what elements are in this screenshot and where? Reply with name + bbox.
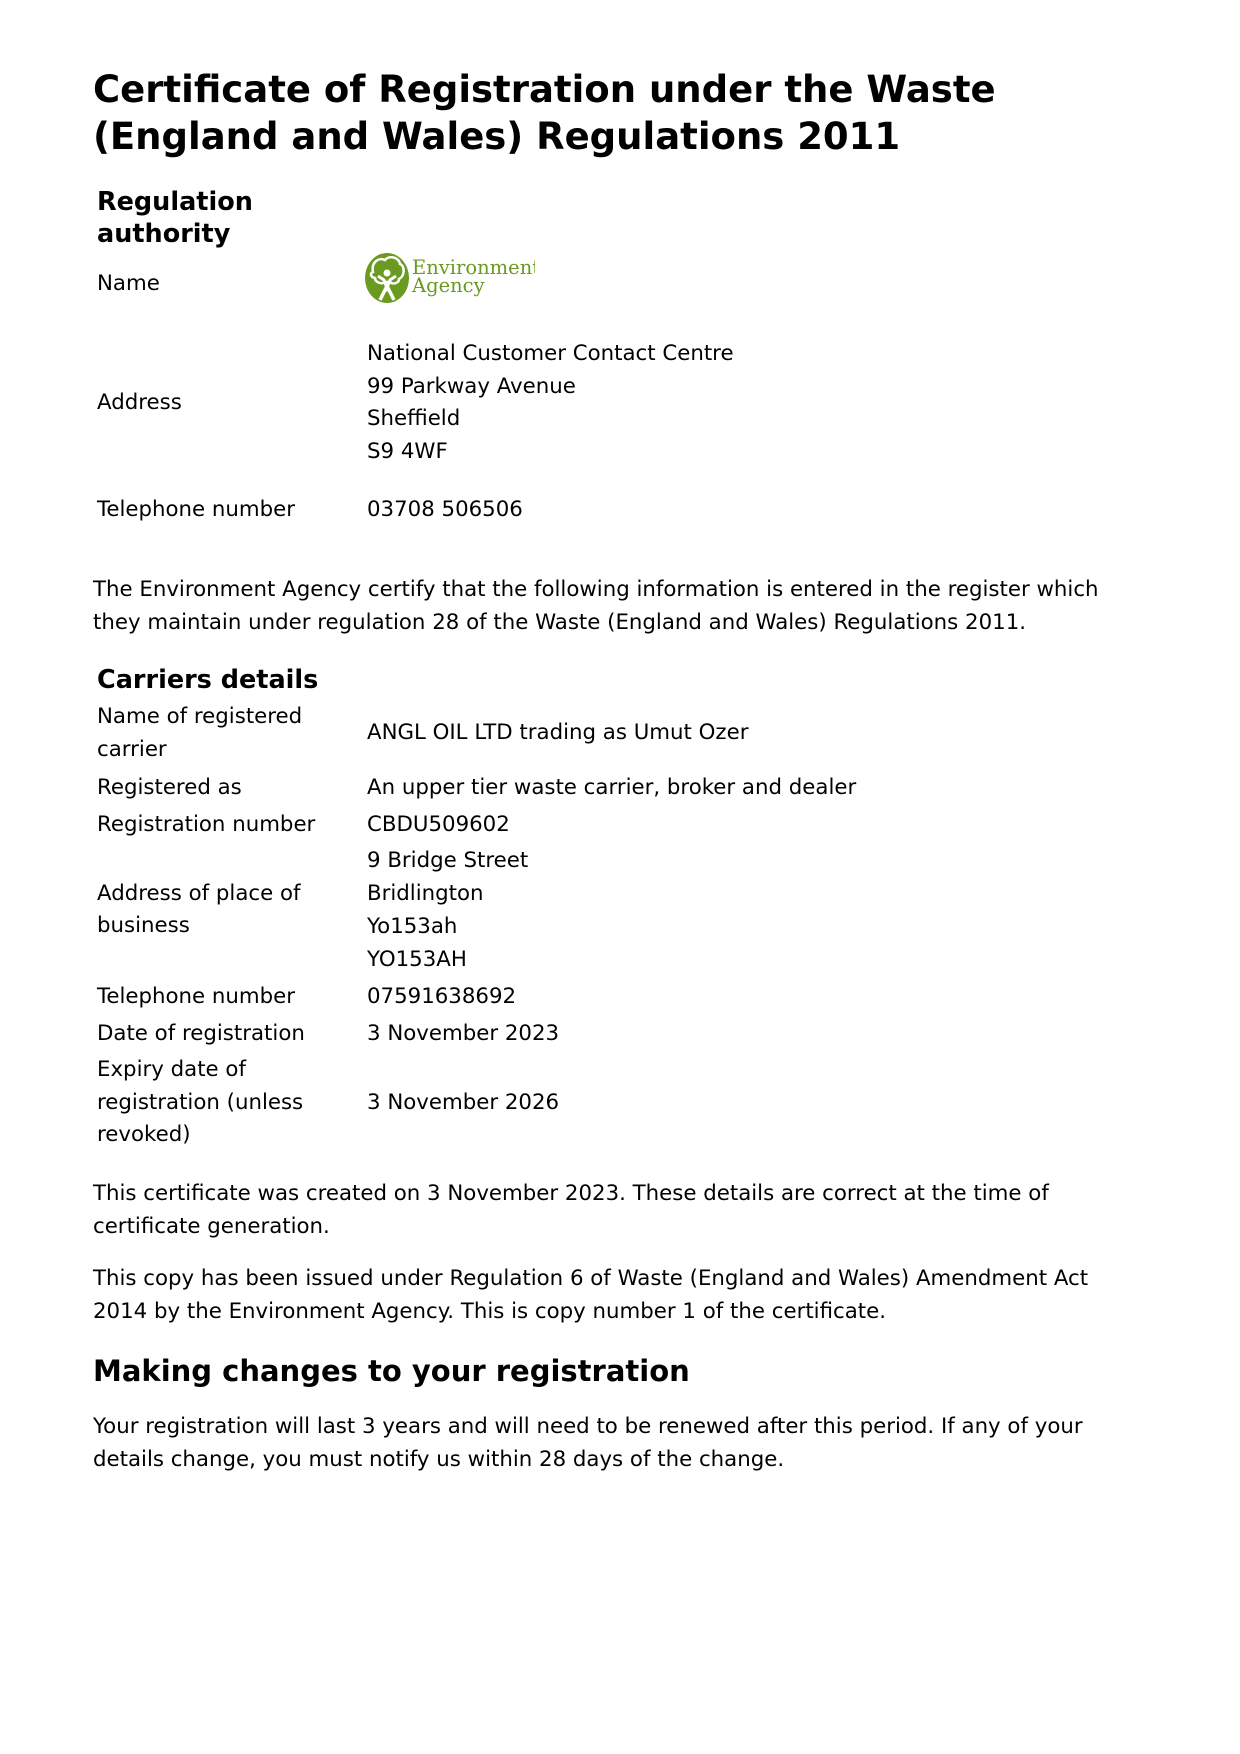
expiry-date-label: Expiry date of registration (unless revoked) <box>97 1057 304 1147</box>
authority-address-label: Address <box>97 389 182 415</box>
regulation-authority-heading: Regulation authority <box>97 187 253 249</box>
logo-text-environment: Environment <box>412 256 535 279</box>
logo-text-agency: Agency <box>412 274 485 297</box>
address-line: 9 Bridge Street <box>367 848 529 873</box>
carrier-address <box>367 844 1127 976</box>
created-paragraph: This certificate was created on 3 November 2023. These details are correct at the time of certificate generation. <box>93 1181 1049 1239</box>
registration-number: CBDU509602 <box>367 812 510 837</box>
carrier-address-label: Address of place of business <box>97 880 301 938</box>
expiry-date: 3 November 2026 <box>367 1089 560 1115</box>
registration-date-label: Date of registration <box>97 1021 305 1046</box>
authority-telephone: 03708 506506 <box>367 497 523 522</box>
address-line: National Customer Contact Centre <box>367 341 734 366</box>
carrier-name-label: Name of registered carrier <box>97 704 303 762</box>
making-changes-paragraph: Your registration will last 3 years and will need to be renewed after this period. If any of your details change, you must notify us within 28 days of the change. <box>93 1414 1083 1472</box>
carriers-details-heading: Carriers details <box>97 665 319 695</box>
authority-name-label: Name <box>97 271 160 296</box>
carrier-telephone: 07591638692 <box>367 984 517 1009</box>
environment-agency-logo <box>365 252 535 308</box>
registration-number-label: Registration number <box>97 812 316 837</box>
registered-as-value: An upper tier waste carrier, broker and dealer <box>367 775 857 800</box>
certify-paragraph: The Environment Agency certify that the following information is entered in the register which they maintain under regulation 28 of the Waste (England and Wales) Regulations 2011. <box>93 577 1099 635</box>
page-title: Certificate of Registration under the Waste (England and Wales) Regulations 2011 <box>93 68 996 158</box>
tree-person-logo-icon <box>365 252 535 308</box>
carrier-telephone-label: Telephone number <box>97 984 296 1009</box>
making-changes-heading: Making changes to your registration <box>93 1354 690 1388</box>
registered-as-label: Registered as <box>97 775 242 800</box>
address-line: S9 4WF <box>367 438 448 464</box>
copy-paragraph: This copy has been issued under Regulation 6 of Waste (England and Wales) Amendment Act 2014 by the Environment Agency. This is copy number 1 of the certificate. <box>93 1266 1089 1324</box>
address-line: YO153AH <box>367 947 467 972</box>
address-line: Bridlington <box>367 881 484 906</box>
authority-telephone-label: Telephone number <box>97 497 296 522</box>
authority-address <box>367 338 1127 468</box>
address-line: Yo153ah <box>367 914 458 939</box>
registration-date: 3 November 2023 <box>367 1021 560 1046</box>
address-line: 99 Parkway Avenue <box>367 373 576 399</box>
carrier-name: ANGL OIL LTD trading as Umut Ozer <box>367 720 749 746</box>
address-line: Sheffield <box>367 406 461 431</box>
